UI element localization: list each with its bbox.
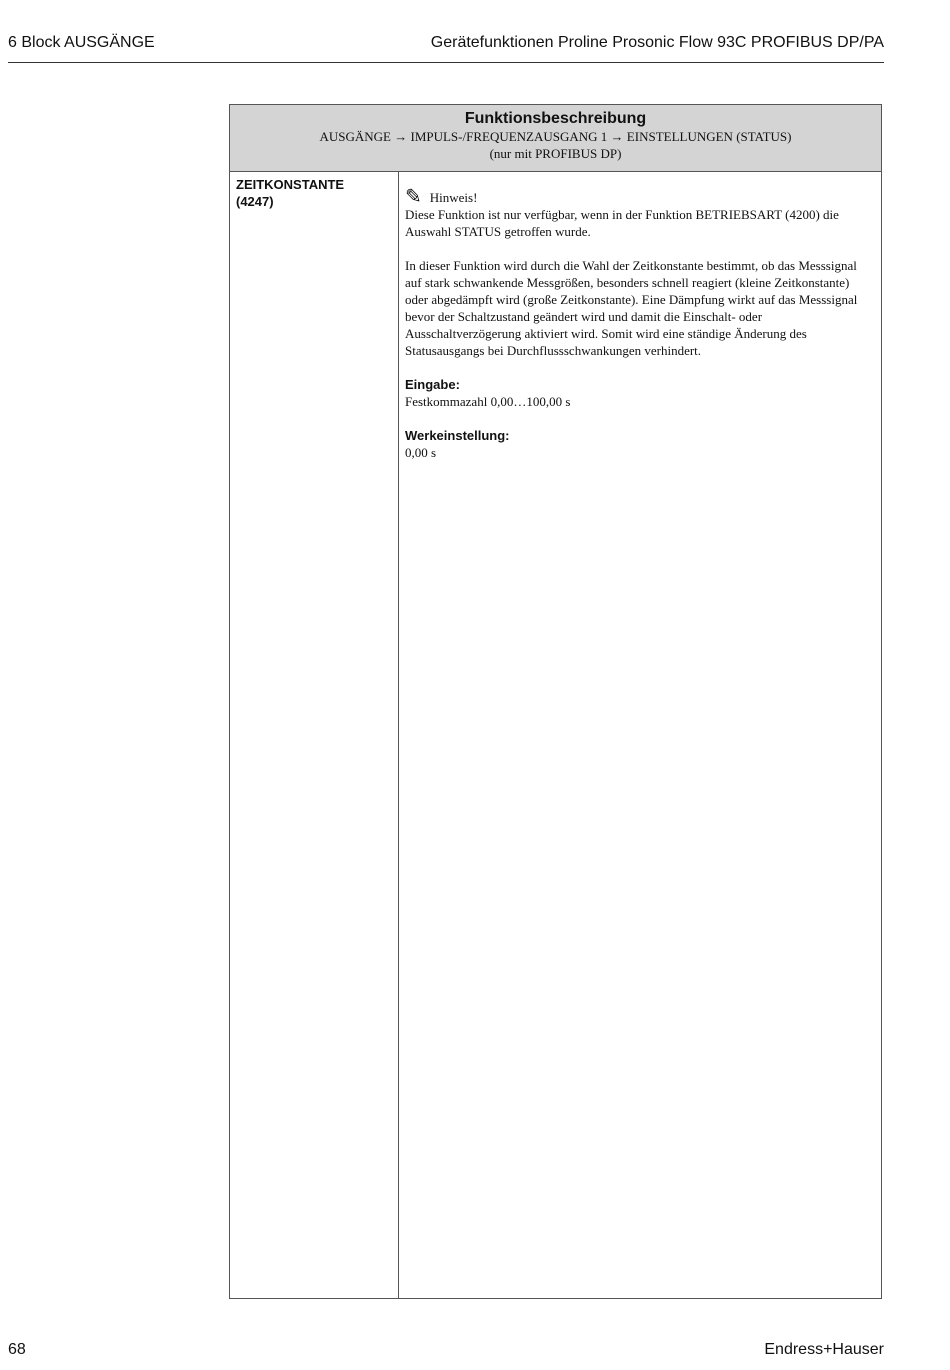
note-label: Hinweis! [429,189,478,205]
menu-path-note: (nur mit PROFIBUS DP) [489,146,622,161]
function-name: ZEITKONSTANTE [236,177,345,192]
table-header [230,105,881,172]
function-name-cell [230,172,399,1298]
menu-path: AUSGÄNGE → IMPULS-/FREQUENZAUSGANG 1 → EINSTELLUNGEN (STATUS) [319,129,792,144]
function-description-cell [399,172,881,1298]
page-header [8,32,884,63]
default-label: Werkeinstellung: [405,428,510,443]
note-heading [405,188,875,206]
section-title: 6 Block AUSGÄNGE [8,34,155,51]
brand-name: Endress+Hauser [764,1341,884,1358]
function-table [229,104,882,1299]
input-label: Eingabe: [405,377,460,392]
table-heading: Funktionsbeschreibung [464,110,647,127]
input-value: Festkommazahl 0,00…100,00 s [405,394,571,409]
pencil-note-icon: ✎ [405,186,422,208]
description-text: In dieser Funktion wird durch die Wahl der Zeitkonstante bestimmt, ob das Messsignal auf stark schwankende Messgrößen, besonders schnell reagiert (kleine Zeitkonstante) oder abgedämpft wird (große Zeitkonstante). Eine Dämpfung wirkt auf das Messsignal bevor der Schaltzustand geändert wird und damit die Einschalt- oder Ausschaltverzögerung aktiviert wird. Somit wird eine ständige Änderung des Statusausgangs bei Durchflussschwankungen verhindert. [405,258,858,358]
note-text: Diese Funktion ist nur verfügbar, wenn in der Funktion BETRIEBSART (4200) die Auswahl STATUS getroffen wurde. [405,207,839,239]
page-number: 68 [8,1341,26,1358]
function-code: (4247) [236,194,274,209]
document-title: Gerätefunktionen Proline Prosonic Flow 93C PROFIBUS DP/PA [430,34,884,51]
default-value: 0,00 s [405,445,437,460]
